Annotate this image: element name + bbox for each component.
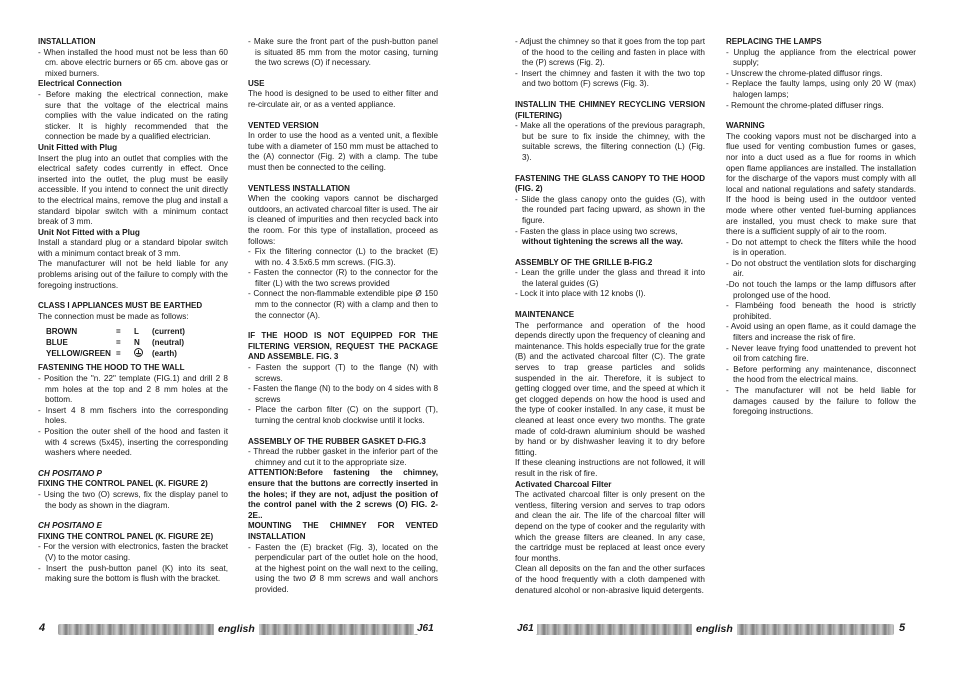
heading-class-i: CLASS I APPLIANCES MUST BE EARTHED: [38, 301, 203, 311]
model-label-left: J61: [414, 623, 437, 634]
heading-maintenance: MAINTENANCE: [515, 310, 575, 320]
page-number-left: 4: [36, 622, 48, 634]
wire-eq: =: [116, 338, 121, 348]
text-warning-6: - Never leave frying food unattended to prevent hot oil from catching fire.: [726, 343, 916, 364]
text-fixing-panel-1: - Using the two (O) screws, fix the display panel to the body as shown in the diagram.: [38, 489, 228, 510]
text-insert-chimney: - Insert the chimney and fasten it with the two top and two bottom (F) screws (Fig. 3).: [515, 68, 705, 89]
text-glass-canopy-2b: without tightening the screws all the way.: [522, 237, 683, 247]
text-unit-without-plug: Install a standard plug or a standard bipolar switch with a minimum contact break of 3 mm.: [38, 238, 228, 258]
text-maintenance-1: The performance and operation of the hood depends directly upon the frequency of cleaning and maintenance. This holds especially true for the grate (B) and the activated charcoal filter (C). The grate serves to trap grease particles and solids suspended in the air. Therefore, it is subject to getting clogged over time, and the speed at which it get clogged depends on how the hood is used and the type of cooker installed. In any case, it must be cleaned at least once every two months. The grate made of cold-drawn aluminium should be washed by hand or by dishwasher leaving it to dry before fitting.: [515, 320, 705, 457]
text-warning-2: - Do not obstruct the ventilation slots for discharging air.: [726, 258, 916, 279]
text-warning-3: -Do not touch the lamps or the lamp diffusors after prolonged use of the hood.: [726, 280, 916, 300]
heading-fixing-panel-2: FIXING THE CONTROL PANEL (K. FIGURE 2E): [38, 531, 214, 541]
text-fixing-panel-2a: - For the version with electronics, fasten the bracket (V) to the motor casing.: [38, 542, 228, 562]
earth-icon: [134, 348, 152, 359]
wire-color: YELLOW/GREEN: [46, 349, 111, 359]
text-push-button: - Make sure the front part of the push-button panel is situated 85 mm from the motor casing, turning the two screws (O) if necessary.: [248, 37, 438, 68]
text-lamps-1: - Unplug the appliance from the electrical power supply;: [726, 47, 916, 68]
language-label-left: english: [214, 623, 259, 635]
wiring-table: [46, 326, 189, 359]
heading-installation: INSTALLATION: [38, 37, 96, 46]
heading-chimney-recycling: INSTALLIN THE CHIMNEY RECYCLING VERSION (FILTERING): [515, 99, 705, 120]
heading-rubber-gasket: ASSEMBLY OF THE RUBBER GASKET D-FIG.3: [248, 436, 426, 446]
heading-fixing-panel-1: FIXING THE CONTROL PANEL (K. FIGURE 2): [38, 479, 208, 489]
text-ventless-3: - Connect the non-flammable extendible pipe Ø 150 mm to the connector (R) with a clamp and then to the connector (A).: [248, 289, 438, 320]
heading-grille: ASSEMBLY OF THE GRILLE B-FIG.2: [515, 257, 653, 267]
text-unit-with-plug: Insert the plug into an outlet that complies with the electrical safety codes currently in effect. Once inserted into the outlet, the plug must be easily accessible. If you intend to connect the unit directly to the electrical mains, remove the plug and install a standard bipolar switch with a minimum contact break of 3 mm.: [38, 153, 228, 227]
model-label-right: J61: [514, 623, 537, 634]
heading-electrical-connection: Electrical Connection: [38, 79, 122, 89]
text-glass-canopy-1: - Slide the glass canopy onto the guides (G), with the rounded part facing upward, as shown in the figure.: [515, 194, 705, 225]
text-ventless: When the cooking vapors cannot be discharged outdoors, an activated charcoal filter is used. The air is cleaned of impurities and then recycled back into the room. For this type of installation, proceed as follows:: [248, 194, 438, 246]
wire-name: (current): [152, 327, 185, 337]
heading-unit-without-plug: Unit Not Fitted with a Plug: [38, 227, 140, 237]
page-number-right: 5: [896, 622, 908, 634]
wire-color: BROWN: [46, 327, 78, 337]
heading-not-equipped: IF THE HOOD IS NOT EQUIPPED FOR THE FILTERING VERSION, REQUEST THE PACKAGE AND ASSEMBLE. FIG. 3: [248, 331, 438, 362]
text-grille-2: - Lock it into place with 12 knobs (I).: [515, 289, 646, 299]
heading-ch-positano-p: CH POSITANO P: [38, 468, 102, 478]
footer-left: [36, 622, 440, 637]
heading-mounting-chimney: MOUNTING THE CHIMNEY FOR VENTED INSTALLATION: [248, 521, 438, 541]
text-ventless-2: - Fasten the connector (R) to the connector for the filter (L) with the two screws provided: [248, 268, 438, 288]
text-grille-1: - Lean the grille under the glass and thread it into the lateral guides (G): [515, 268, 705, 288]
text-fastening-2: - Insert 4 8 mm fischers into the corresponding holes.: [38, 405, 228, 426]
text-warning-1: - Do not attempt to check the filters while the hood is in operation.: [726, 237, 916, 258]
heading-use: USE: [248, 78, 265, 88]
text-class-i: The connection must be made as follows:: [38, 311, 189, 321]
heading-warning: WARNING: [726, 121, 765, 131]
text-warning-8: - The manufacturer will not be held liable for damages caused by the failure to follow the foregoing instructions.: [726, 386, 916, 417]
heading-unit-with-plug: Unit Fitted with Plug: [38, 142, 118, 152]
column-2: [248, 37, 438, 596]
heading-ch-positano-e: CH POSITANO E: [38, 521, 102, 531]
text-vented-version: In order to use the hood as a vented unit, a flexible tube with a diameter of 150 mm must be attached to the (A) connector (Fig. 2) with a clamp. The tube must then be connected to the ceiling.: [248, 131, 438, 172]
wiring-row: [46, 337, 189, 348]
heading-glass-canopy: FASTENING THE GLASS CANOPY TO THE HOOD (FIG. 2): [515, 173, 705, 194]
text-lamps-2: - Unscrew the chrome-plated diffusor rings.: [726, 68, 883, 78]
text-fastening-3: - Position the outer shell of the hood and fasten it with 4 screws (5x45), inserting the corresponding washers where needed.: [38, 427, 228, 458]
text-charcoal-filter-2: Clean all deposits on the fan and the other surfaces of the hood frequently with a cloth dampened with denatured alcohol or non-abrasive liquid detergents.: [515, 564, 705, 595]
text-lamps-3: - Replace the faulty lamps, using only 20 W (max) halogen lamps;: [726, 79, 916, 99]
wire-eq: =: [116, 327, 121, 337]
footer-right: [514, 622, 916, 637]
text-glass-canopy-2: - Fasten the glass in place using two screws,: [515, 226, 678, 236]
text-electrical-connection: - Before making the electrical connection, make sure that the voltage of the electrical mains complies with the value indicated on the rating sticker. It is highly recommended that the connection be made by a qualified electrician.: [38, 89, 228, 142]
text-lamps-4: - Remount the chrome-plated diffuser rings.: [726, 100, 884, 110]
wire-code: N: [134, 338, 140, 348]
text-warning-5: - Avoid using an open flame, as it could damage the filters and increase the risk of fire.: [726, 322, 916, 343]
wire-eq: =: [116, 349, 121, 359]
column-3: [515, 37, 705, 596]
wiring-row: [46, 326, 189, 337]
heading-fastening-hood: FASTENING THE HOOD TO THE WALL: [38, 363, 185, 373]
column-4: [726, 37, 916, 418]
wire-color: BLUE: [46, 338, 68, 348]
text-ventless-1: - Fix the filtering connector (L) to the bracket (E) with no. 4 3.5x6.5 mm screws. (FIG.3).: [248, 247, 438, 267]
text-adjust-chimney: - Adjust the chimney so that it goes from the top part of the hood to the ceiling and fasten in place with the (P) screws (Fig. 2).: [515, 37, 705, 68]
heading-charcoal-filter: Activated Charcoal Filter: [515, 479, 612, 489]
text-fastening-1: - Position the "n. 22" template (FIG.1) and drill 2 8 mm holes at the top and 2 8 mm holes at the bottom.: [38, 374, 228, 405]
text-use: The hood is designed to be used to either filter and re-circulate air, or as a vented appliance.: [248, 89, 438, 109]
language-label-right: english: [692, 623, 737, 635]
text-rubber-gasket: - Thread the rubber gasket in the inferior part of the chimney and cut it to the appropriate size.: [248, 447, 438, 467]
text-not-equipped-1: - Fasten the support (T) to the flange (N) with screws.: [248, 363, 438, 383]
wire-name: (earth): [152, 349, 177, 359]
text-maintenance-2: If these cleaning instructions are not followed, it will result in the risk of fire.: [515, 458, 705, 478]
heading-ventless: VENTLESS INSTALLATION: [248, 183, 350, 193]
text-charcoal-filter-1: The activated charcoal filter is only present on the ventless, filtering version and serves to trap odors and clean the air. The life of the charcoal filter will depend on the type of cooker and the regularity with which the grease filters are cleaned. In any case, the cartridge must be replaced at least once every four months.: [515, 490, 705, 563]
text-warning: The cooking vapors must not be discharged into a flue used for venting combustion fumes or gases, nor into a duct used as a flue for rooms in which open flame appliances are installed. The installation for the discharge of the vapors must comply with all local and national regulations and safety standards. If the hood is being used in the outdoor vented mode where other vented fuel-burning appliances are installed, you must check to make sure that there is a sufficient supply of air to the room.: [726, 131, 916, 237]
wire-code: L: [134, 327, 139, 337]
text-chimney-recycling: - Make all the operations of the previous paragraph, but be sure to fix inside the chimney, with the suitable screws, the filtering connection (L) (Fig. 3).: [515, 121, 705, 162]
wire-name: (neutral): [152, 338, 184, 348]
text-warning-7: - Before performing any maintenance, disconnect the hood from the electrical mains.: [726, 364, 916, 385]
text-not-equipped-3: - Place the carbon filter (C) on the support (T), turning the central knob clockwise until it locks.: [248, 405, 438, 425]
column-1: [38, 37, 228, 585]
text-mounting-chimney: - Fasten the (E) bracket (Fig. 3), located on the perpendicular part of the outlet hole on the hood, at the highest point on the wall next to the ceiling, using the two Ø 8 mm screws and wall anchors provided.: [248, 542, 438, 594]
text-installation: - When installed the hood must not be less than 60 cm. above electric burners or 65 cm. above gas or mixed burners.: [38, 47, 228, 78]
wiring-row: [46, 348, 189, 359]
heading-replacing-lamps: REPLACING THE LAMPS: [726, 37, 822, 46]
text-warning-4: - Flambéing food beneath the hood is strictly prohibited.: [726, 301, 916, 321]
heading-vented-version: VENTED VERSION: [248, 120, 319, 130]
text-fixing-panel-2b: - Insert the push-button panel (K) into its seat, making sure the bottom is flush with the bracket.: [38, 563, 228, 584]
text-liability: The manufacturer will not be held liable for any problems arising out of the failure to comply with the foregoing instructions.: [38, 259, 228, 290]
text-not-equipped-2: - Fasten the flange (N) to the body on 4 sides with 8 screws: [248, 384, 438, 404]
text-attention: ATTENTION:Before fastening the chimney, ensure that the buttons are correctly inserted in the holes; if they are not, adjust the position of the control panel with the 2 screws (O) FIG. 2-2E..: [248, 468, 438, 520]
